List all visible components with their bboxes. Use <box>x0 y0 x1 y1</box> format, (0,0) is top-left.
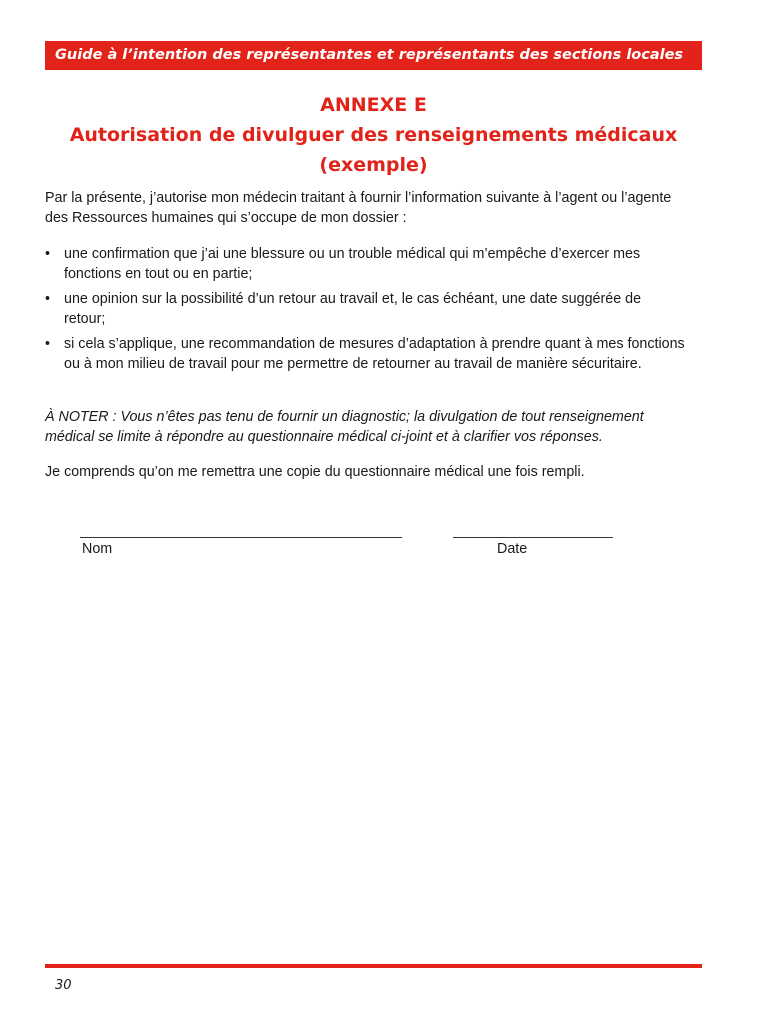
note-paragraph: À NOTER : Vous n’êtes pas tenu de fournir un diagnostic; la divulgation de tout renseignement médical se limite à répondre au questionnaire médical ci-joint et à clarifier vos réponses. <box>45 409 644 445</box>
header-banner <box>45 41 702 70</box>
list-item-text: si cela s’applique, une recommandation de mesures d’adaptation à prendre quant à mes fonctions ou à mon milieu de travail pour me permettre de retourner au travail de manière sécuritaire. <box>64 336 685 372</box>
name-signature-line[interactable] <box>80 537 402 538</box>
list-item <box>45 335 685 374</box>
name-label: Nom <box>82 541 113 557</box>
date-signature-line[interactable] <box>453 537 613 538</box>
list-item-text: une opinion sur la possibilité d’un retour au travail et, le cas échéant, une date suggérée de retour; <box>64 291 642 327</box>
intro-paragraph: Par la présente, j’autorise mon médecin traitant à fournir l’information suivante à l’agent ou l’agente des Ressources humaines qui s’occupe de mon dossier : <box>45 190 672 226</box>
page-number: 30 <box>55 978 72 993</box>
list-item-text: une confirmation que j’ai une blessure ou un trouble médical qui m’empêche d’exercer mes fonctions en tout ou en partie; <box>64 246 641 282</box>
bullet-icon: • <box>45 336 51 352</box>
bullet-icon: • <box>45 246 51 262</box>
bullet-icon: • <box>45 291 51 307</box>
date-label: Date <box>497 541 528 557</box>
list-item <box>45 245 685 284</box>
bullet-list <box>45 245 685 380</box>
banner-text: Guide à l’intention des représentantes et représentants des sections locales <box>55 47 684 63</box>
title-main: Autorisation de divulguer des renseignements médicaux <box>69 124 678 146</box>
document-title <box>45 90 702 180</box>
footer-divider <box>45 964 702 968</box>
closing-paragraph: Je comprends qu’on me remettra une copie du questionnaire médical une fois rempli. <box>45 464 585 480</box>
title-example: (exemple) <box>319 154 428 176</box>
title-annex: ANNEXE E <box>320 94 427 116</box>
list-item <box>45 290 685 329</box>
